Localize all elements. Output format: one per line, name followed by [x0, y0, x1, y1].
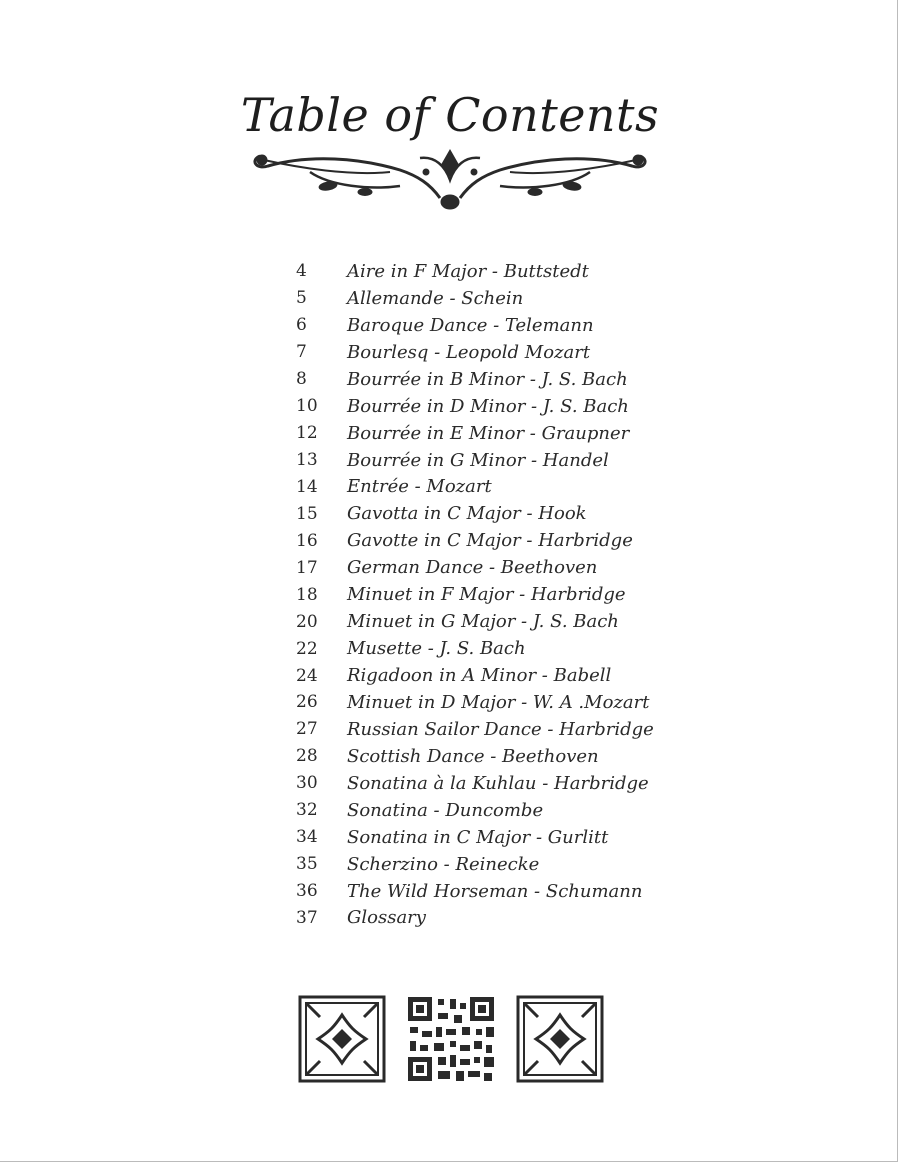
toc-page-number: 6 — [296, 315, 307, 336]
toc-page-number: 5 — [296, 288, 307, 309]
toc-entry-title: Musette - J. S. Bach — [347, 638, 526, 660]
toc-page-number: 8 — [296, 369, 307, 390]
toc-entry[interactable] — [296, 474, 716, 501]
scroll-ornament-icon — [250, 146, 650, 212]
toc-page-number: 36 — [296, 881, 318, 902]
toc-page-number: 4 — [296, 261, 307, 282]
toc-entry-title: Minuet in G Major - J. S. Bach — [347, 611, 619, 633]
toc-entry[interactable] — [296, 447, 716, 474]
toc-entry-title: Minuet in F Major - Harbridge — [347, 584, 626, 606]
toc-entry[interactable] — [296, 743, 716, 770]
toc-page-number: 18 — [296, 584, 318, 605]
toc-entry-title: Glossary — [347, 907, 426, 929]
toc-page-number: 15 — [296, 503, 318, 524]
toc-entry[interactable] — [296, 905, 716, 932]
toc-page-number: 17 — [296, 557, 318, 578]
celtic-knot-icon — [516, 995, 604, 1083]
toc-entry-title: Rigadoon in A Minor - Babell — [347, 665, 612, 687]
toc-entry[interactable] — [296, 393, 716, 420]
toc-entry[interactable] — [296, 635, 716, 662]
toc-page-number: 7 — [296, 342, 307, 363]
toc-page-number: 22 — [296, 638, 318, 659]
celtic-knot-icon — [298, 995, 386, 1083]
toc-entry[interactable] — [296, 662, 716, 689]
toc-list — [296, 258, 716, 931]
toc-entry[interactable] — [296, 554, 716, 581]
toc-entry-title: Bourrée in E Minor - Graupner — [347, 422, 630, 444]
toc-entry-title: Scherzino - Reinecke — [347, 853, 540, 875]
qr-code-icon[interactable] — [406, 995, 496, 1083]
toc-page-number: 10 — [296, 396, 318, 417]
toc-entry-title: Bourrée in B Minor - J. S. Bach — [347, 368, 628, 390]
toc-entry-title: Bourrée in G Minor - Handel — [347, 449, 609, 471]
toc-entry[interactable] — [296, 339, 716, 366]
toc-entry-title: Aire in F Major - Buttstedt — [347, 260, 589, 282]
toc-entry[interactable] — [296, 824, 716, 851]
toc-entry[interactable] — [296, 527, 716, 554]
toc-entry-title: German Dance - Beethoven — [347, 557, 598, 579]
toc-page-number: 30 — [296, 773, 318, 794]
toc-entry[interactable] — [296, 770, 716, 797]
toc-page-number: 20 — [296, 611, 318, 632]
toc-page-number: 13 — [296, 450, 318, 471]
toc-page-number: 34 — [296, 827, 318, 848]
toc-entry[interactable] — [296, 878, 716, 905]
toc-page-number: 14 — [296, 476, 318, 497]
toc-entry[interactable] — [296, 500, 716, 527]
toc-entry-title: Sonatina à la Kuhlau - Harbridge — [347, 772, 649, 794]
toc-entry[interactable] — [296, 608, 716, 635]
footer-badges — [298, 995, 604, 1083]
toc-page-number: 28 — [296, 746, 318, 767]
toc-entry-title: Russian Sailor Dance - Harbridge — [347, 718, 654, 740]
toc-entry[interactable] — [296, 312, 716, 339]
toc-page-number: 35 — [296, 854, 318, 875]
toc-page-number: 12 — [296, 423, 318, 444]
toc-entry-title: Gavotta in C Major - Hook — [347, 503, 587, 525]
toc-entry-title: Scottish Dance - Beethoven — [347, 745, 599, 767]
toc-entry[interactable] — [296, 689, 716, 716]
toc-entry[interactable] — [296, 797, 716, 824]
toc-entry-title: Entrée - Mozart — [347, 476, 492, 498]
toc-entry-title: Allemande - Schein — [347, 287, 524, 309]
page-title: Table of Contents — [240, 88, 660, 142]
toc-entry[interactable] — [296, 420, 716, 447]
toc-page-number: 27 — [296, 719, 318, 740]
toc-entry-title: The Wild Horseman - Schumann — [347, 880, 643, 902]
toc-entry-title: Baroque Dance - Telemann — [347, 314, 594, 336]
toc-entry[interactable] — [296, 366, 716, 393]
toc-page-number: 32 — [296, 800, 318, 821]
toc-entry-title: Gavotte in C Major - Harbridge — [347, 530, 633, 552]
toc-entry-title: Sonatina - Duncombe — [347, 799, 544, 821]
toc-entry[interactable] — [296, 851, 716, 878]
toc-entry[interactable] — [296, 581, 716, 608]
toc-entry[interactable] — [296, 716, 716, 743]
toc-entry-title: Sonatina in C Major - Gurlitt — [347, 826, 609, 848]
toc-entry[interactable] — [296, 285, 716, 312]
toc-page-number: 16 — [296, 530, 318, 551]
toc-entry-title: Minuet in D Major - W. A .Mozart — [347, 691, 650, 713]
toc-entry[interactable] — [296, 258, 716, 285]
toc-page-number: 26 — [296, 692, 318, 713]
toc-page-number: 37 — [296, 907, 318, 928]
toc-entry-title: Bourlesq - Leopold Mozart — [347, 341, 591, 363]
toc-entry-title: Bourrée in D Minor - J. S. Bach — [347, 395, 629, 417]
toc-page-number: 24 — [296, 665, 318, 686]
